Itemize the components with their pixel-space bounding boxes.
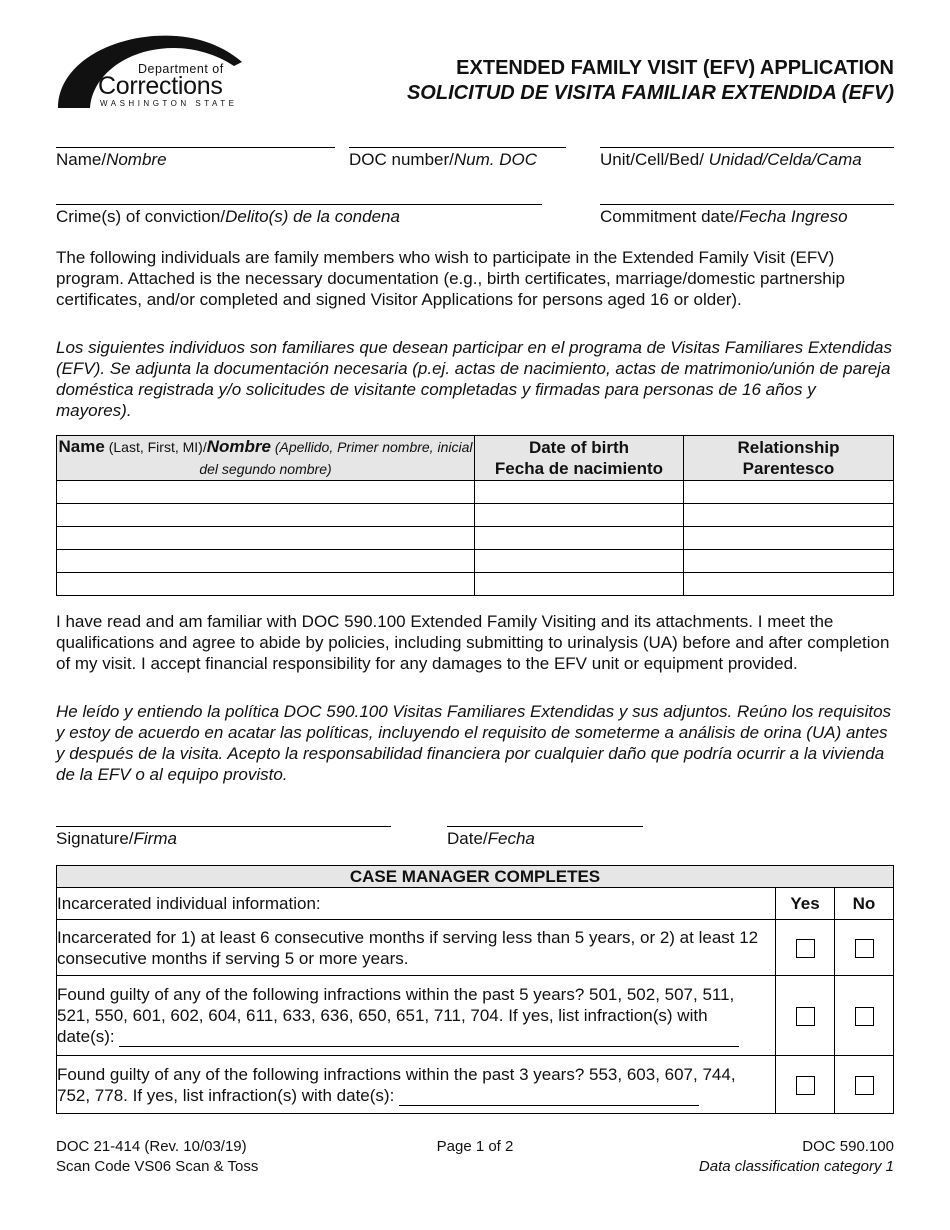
col-dob-header: Date of birth Fecha de nacimiento (475, 436, 684, 481)
table-row (57, 481, 894, 504)
col-name-header: Name (Last, First, MI)/Nombre (Apellido, Primer nombre, inicial del segundo nombre) (57, 436, 475, 481)
name-cell[interactable] (57, 527, 475, 550)
no-header: No (835, 888, 894, 920)
dob-cell[interactable] (475, 504, 684, 527)
scan-code: Scan Code VS06 Scan & Toss (56, 1158, 259, 1175)
intro-english: The following individuals are family members who wish to participate in the Extended Family Visit (EFV) program. Attached is the necessary documentation (e.g., birth certificates, marriage/domestic partnership certificates, and/or completed and signed Visitor Applications for persons aged 16 or older). (56, 248, 845, 309)
q2-no-checkbox[interactable] (855, 1007, 874, 1026)
signature-label: Signature/Firma (56, 829, 177, 848)
date-label: Date/Fecha (447, 829, 535, 848)
family-members-table (56, 435, 894, 596)
logo-line3: WASHINGTON STATE (100, 99, 238, 108)
q1-no-checkbox[interactable] (855, 939, 874, 958)
q2-yes-checkbox[interactable] (796, 1007, 815, 1026)
table-row (57, 550, 894, 573)
col-relationship-header: Relationship Parentesco (684, 436, 894, 481)
name-cell[interactable] (57, 573, 475, 596)
data-classification: Data classification category 1 (698, 1158, 894, 1175)
doc-logo (56, 32, 256, 110)
case-manager-header: CASE MANAGER COMPLETES (57, 866, 894, 888)
q3-infractions-line[interactable] (399, 1091, 699, 1106)
name-line[interactable] (56, 147, 335, 148)
intro-spanish: Los siguientes individuos son familiares que desean participar en el programa de Visitas Familiares Extendidas (EFV). Se adjunta la documentación necesaria (p.ej. actas de nacimiento, actas de matrimonio/unión de pareja doméstica registrada y/o solicitudes de visitante completadas y firmadas para personas de 16 años y mayores). (56, 338, 892, 420)
title-spanish: SOLICITUD DE VISITA FAMILIAR EXTENDIDA (EFV) (406, 82, 894, 104)
agreement-english: I have read and am familiar with DOC 590.100 Extended Family Visiting and its attachments. I meet the qualifications and agree to abide by policies, including submitting to urinalysis (UA) before and after completion of my visit. I accept financial responsibility for any damages to the EFV unit or equipment provided. (56, 612, 890, 673)
logo-line1: Department of (138, 62, 224, 76)
signature-line[interactable] (56, 826, 391, 827)
table-row (57, 504, 894, 527)
crime-line[interactable] (56, 204, 542, 205)
question-infractions-5yr: Found guilty of any of the following infractions within the past 5 years? 501, 502, 507, 511, 521, 550, 601, 602, 604, 611, 633, 636, 650, 651, 711, 704. If yes, list infraction(s) with date(s): (57, 985, 735, 1046)
name-label: Name/Nombre (56, 150, 167, 169)
name-cell[interactable] (57, 504, 475, 527)
yes-header: Yes (776, 888, 835, 920)
unit-line[interactable] (600, 147, 894, 148)
relationship-cell[interactable] (684, 527, 894, 550)
page-number: Page 1 of 2 (436, 1138, 514, 1155)
question-incarceration-length: Incarcerated for 1) at least 6 consecutive months if serving less than 5 years, or 2) at least 12 consecutive months if serving 5 or more years. (57, 920, 776, 976)
footer-right (699, 1137, 894, 1177)
info-label: Incarcerated individual information: (57, 888, 776, 920)
policy-number: DOC 590.100 (802, 1138, 894, 1155)
q3-no-checkbox[interactable] (855, 1076, 874, 1095)
doc-number-label: DOC number/Num. DOC (349, 150, 537, 169)
table-row (57, 573, 894, 596)
relationship-cell[interactable] (684, 481, 894, 504)
commitment-date-line[interactable] (600, 204, 894, 205)
doc-number-line[interactable] (349, 147, 566, 148)
logo-line2: Corrections (98, 72, 223, 100)
title-english: EXTENDED FAMILY VISIT (EFV) APPLICATION (456, 57, 894, 79)
relationship-cell[interactable] (684, 504, 894, 527)
unit-label: Unit/Cell/Bed/ Unidad/Celda/Cama (600, 150, 862, 169)
crime-label: Crime(s) of conviction/Delito(s) de la condena (56, 207, 400, 226)
table-row (57, 527, 894, 550)
family-table-header (57, 436, 894, 481)
q2-infractions-line[interactable] (119, 1032, 739, 1047)
date-line[interactable] (447, 826, 643, 827)
question-infractions-3yr: Found guilty of any of the following infractions within the past 3 years? 553, 603, 607, 744, 752, 778. If yes, list infraction(s) with date(s): (57, 1064, 736, 1105)
name-cell[interactable] (57, 481, 475, 504)
form-number: DOC 21-414 (Rev. 10/03/19) (56, 1138, 247, 1155)
dob-cell[interactable] (475, 481, 684, 504)
q3-yes-checkbox[interactable] (796, 1076, 815, 1095)
dob-cell[interactable] (475, 550, 684, 573)
relationship-cell[interactable] (684, 573, 894, 596)
dob-cell[interactable] (475, 527, 684, 550)
commitment-date-label: Commitment date/Fecha Ingreso (600, 207, 848, 226)
q1-yes-checkbox[interactable] (796, 939, 815, 958)
agreement-spanish: He leído y entiendo la política DOC 590.100 Visitas Familiares Extendidas y sus adjuntos. Reúno los requisitos y estoy de acuerdo en acatar las políticas, incluyendo el requisito de someterme a análisis de orina (UA) antes y después de la visita. Acepto la responsabilidad financiera por cualquier daño que podría ocurrir a la vivienda de la EFV o al equipo provisto. (56, 702, 892, 784)
form-title (407, 56, 894, 106)
name-cell[interactable] (57, 550, 475, 573)
relationship-cell[interactable] (684, 550, 894, 573)
case-manager-table (56, 865, 894, 1114)
dob-cell[interactable] (475, 573, 684, 596)
